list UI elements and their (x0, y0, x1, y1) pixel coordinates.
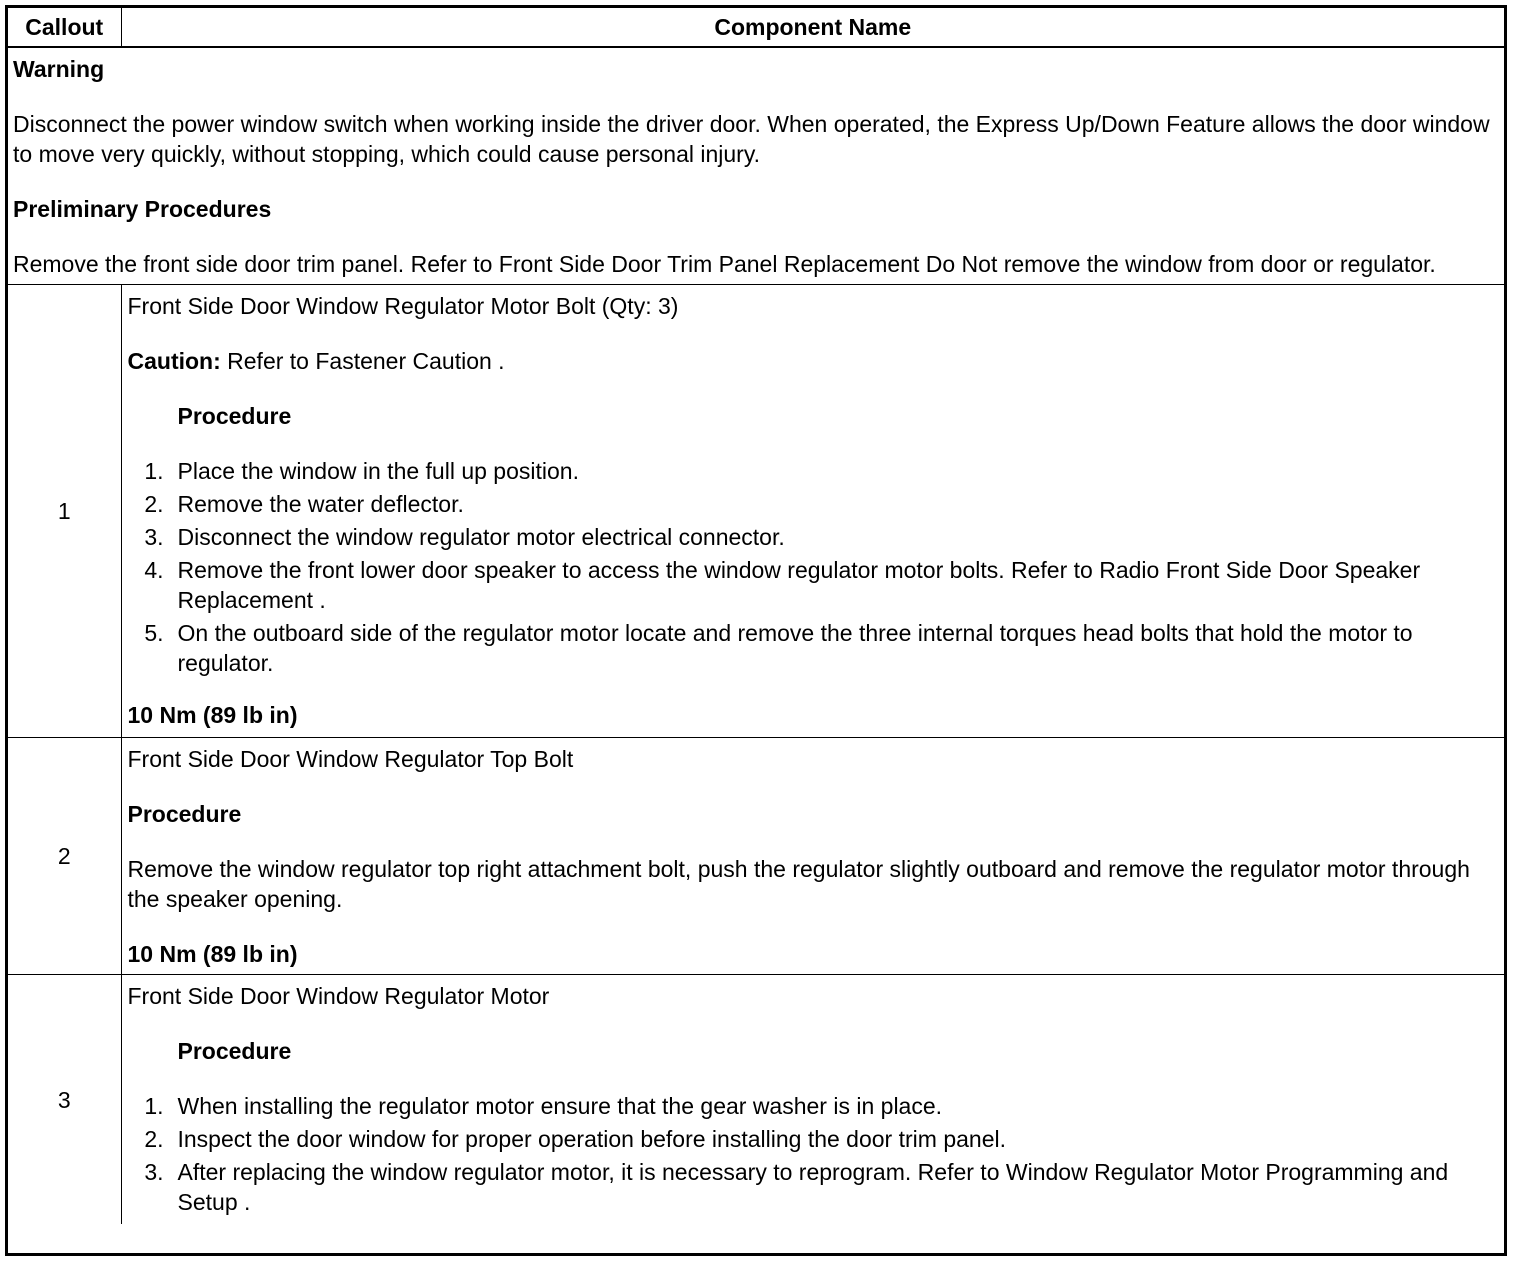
component-name-column-header: Component Name (121, 8, 1504, 47)
intro-row (8, 47, 1504, 285)
component-cell (121, 285, 1504, 738)
warning-text: Disconnect the power window switch when working inside the driver door. When operated, the Express Up/Down Feature allows the door window to move very quickly, without stopping, which could cause personal injury. (13, 111, 1490, 167)
preliminary-text: Remove the front side door trim panel. Refer to Front Side Door Trim Panel Replacement Do Not remove the window from door or regulator. (13, 251, 1436, 277)
list-item (128, 1157, 1499, 1217)
step-text: When installing the regulator motor ensure that the gear washer is in place. (177, 1093, 943, 1119)
warning-title: Warning (13, 56, 105, 82)
procedure-heading: Procedure (177, 1038, 292, 1064)
step-text: Remove the front lower door speaker to access the window regulator motor bolts. Refer to Radio Front Side Door Speaker Replacement . (177, 557, 1421, 613)
torque-spec: 10 Nm (89 lb in) (127, 941, 298, 967)
step-text: Remove the water deflector. (177, 491, 464, 517)
list-item (128, 522, 1499, 552)
callout-number: 2 (8, 738, 121, 975)
step-text: Inspect the door window for proper operation before installing the door trim panel. (177, 1126, 1006, 1152)
torque-spec: 10 Nm (89 lb in) (127, 702, 298, 728)
procedure-steps (128, 1091, 1499, 1217)
step-text: After replacing the window regulator motor, it is necessary to reprogram. Refer to Window Regulator Motor Programming and Setup . (177, 1159, 1449, 1215)
component-title: Front Side Door Window Regulator Motor Bolt (Qty: 3) (127, 293, 679, 319)
preliminary-title: Preliminary Procedures (13, 196, 272, 222)
table-row (8, 285, 1504, 738)
list-item (128, 1091, 1499, 1121)
list-item (128, 555, 1499, 615)
table-row (8, 975, 1504, 1225)
step-text: Place the window in the full up position. (177, 458, 579, 484)
step-number: 2. (144, 1126, 164, 1152)
component-title: Front Side Door Window Regulator Motor (127, 983, 550, 1009)
step-text: Disconnect the window regulator motor electrical connector. (177, 524, 785, 550)
component-table-sheet (5, 5, 1507, 1256)
intro-cell (8, 47, 1504, 285)
callout-number: 1 (8, 285, 121, 738)
list-item (128, 1124, 1499, 1154)
procedure-text: Remove the window regulator top right attachment bolt, push the regulator slightly outboard and remove the regulator motor through the speaker opening. (127, 856, 1470, 912)
procedure-heading: Procedure (177, 403, 292, 429)
procedure-steps (128, 456, 1499, 678)
callout-number: 3 (8, 975, 121, 1225)
list-item (128, 618, 1499, 678)
caution-note (128, 346, 1499, 376)
procedure-heading: Procedure (127, 801, 242, 827)
component-table (8, 8, 1504, 1224)
caution-text: Refer to Fastener Caution . (220, 348, 505, 374)
step-number: 3. (144, 1159, 164, 1185)
component-title: Front Side Door Window Regulator Top Bolt (127, 746, 574, 772)
step-number: 3. (144, 524, 164, 550)
list-item (128, 489, 1499, 519)
step-text: On the outboard side of the regulator motor locate and remove the three internal torques head bolts that hold the motor to regulator. (177, 620, 1413, 676)
list-item (128, 456, 1499, 486)
table-row (8, 738, 1504, 975)
step-number: 5. (144, 620, 164, 646)
component-cell (121, 975, 1504, 1225)
step-number: 2. (144, 491, 164, 517)
table-header-row (8, 8, 1504, 47)
step-number: 4. (144, 557, 164, 583)
step-number: 1. (144, 458, 164, 484)
step-number: 1. (144, 1093, 164, 1119)
component-cell (121, 738, 1504, 975)
caution-label: Caution: (127, 348, 221, 374)
callout-column-header: Callout (8, 8, 121, 47)
